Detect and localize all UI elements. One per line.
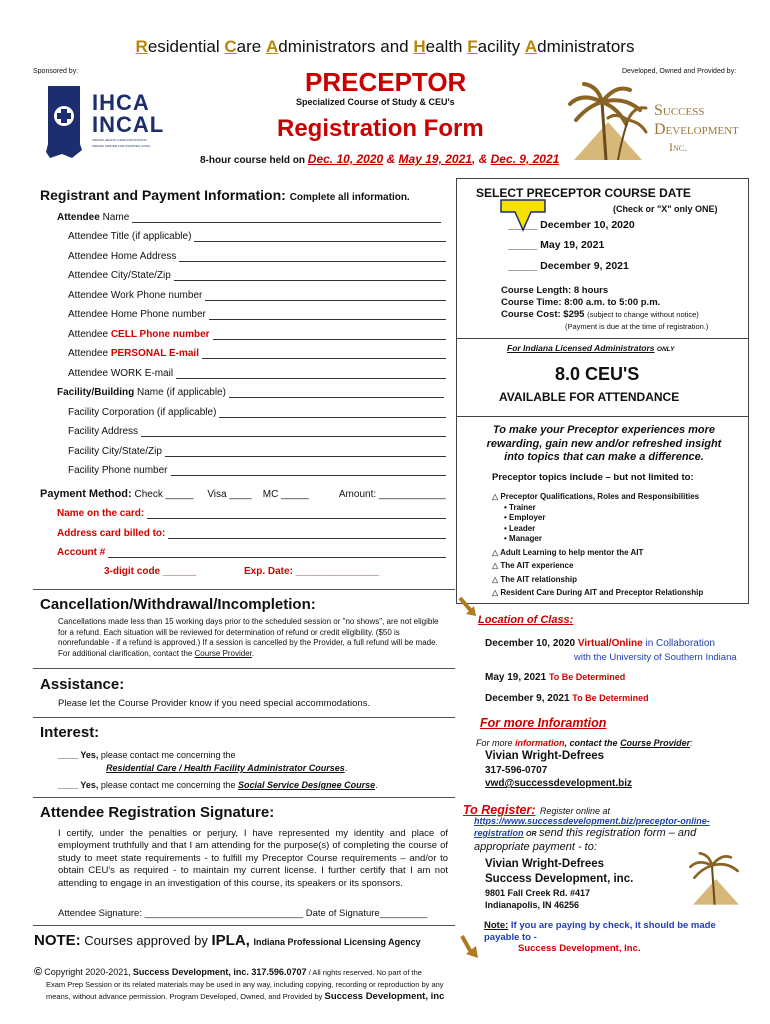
course-time: Course Time: 8:00 a.m. to 5:00 p.m. bbox=[501, 297, 661, 308]
register-url-link[interactable]: https://www.successdevelopment.biz/preceptor-online- registration OR send this registration form – and appropriate payment - to: bbox=[474, 816, 710, 853]
more-info-title: For more Inforamtion bbox=[480, 716, 607, 730]
course-dates-line: 8-hour course held on Dec. 10, 2020 & May 19, 2021, & Dec. 9, 2021 bbox=[200, 152, 560, 166]
address-billed-row[interactable]: Address card billed to: bbox=[57, 528, 446, 539]
field-input-line[interactable] bbox=[219, 408, 446, 418]
date-option-may-19-2021[interactable]: _____ May 19, 2021 bbox=[508, 239, 605, 251]
field-input-line[interactable] bbox=[141, 427, 446, 437]
field-input-line[interactable] bbox=[213, 330, 446, 340]
registration-form-title: Registration Form bbox=[277, 115, 484, 142]
contact-phone[interactable]: 317-596-0707 bbox=[485, 765, 548, 776]
form-field-attendee-home-phone-number[interactable] bbox=[68, 309, 446, 320]
sponsored-by-label: Sponsored by: bbox=[33, 68, 79, 75]
form-field-attendee-cell-phone-number[interactable] bbox=[68, 329, 446, 340]
main-header bbox=[0, 37, 770, 57]
form-field-attendee-title-if-applicable[interactable] bbox=[68, 231, 446, 242]
title-word: dministrators and bbox=[278, 37, 414, 56]
field-input-line[interactable] bbox=[171, 466, 447, 476]
form-field-attendee-city-state-zip[interactable] bbox=[68, 270, 446, 281]
list-item: △ Resident Care During AIT and Preceptor Relationship bbox=[492, 588, 704, 597]
field-label: Attendee Title (if applicable) bbox=[68, 231, 192, 242]
mc-option[interactable]: MC _____ bbox=[262, 489, 309, 500]
title-word: dministrators bbox=[537, 37, 635, 56]
payment-due-note: (Payment is due at the time of registration.) bbox=[565, 322, 709, 331]
list-item: • Manager bbox=[504, 534, 542, 543]
attendee-signature-line[interactable]: Attendee Signature: ______________________________ Date of Signature_________ bbox=[58, 908, 428, 919]
form-field-attendee-work-e-mail[interactable] bbox=[68, 368, 446, 379]
preceptor-title: PRECEPTOR bbox=[305, 67, 467, 97]
name-on-card-row[interactable]: Name on the card: bbox=[57, 508, 446, 519]
payment-method-row: Payment Method: Check _____ Visa ____ MC _____ Amount: ____________ bbox=[40, 488, 446, 500]
field-label: Attendee Work Phone number bbox=[68, 290, 203, 301]
divider bbox=[33, 717, 455, 718]
topics-list bbox=[492, 492, 744, 599]
title-word: acility bbox=[477, 37, 525, 56]
field-input-line[interactable] bbox=[209, 310, 446, 320]
location-dec-10: December 10, 2020 Virtual/Online in Collaboration bbox=[485, 638, 715, 649]
field-label: Facility Address bbox=[68, 426, 139, 437]
ihca-small-text-1: INDIANA HEALTH CARE ASSOCIATION bbox=[92, 138, 147, 142]
ihca-text: IHCA bbox=[92, 90, 150, 115]
indiana-state-icon bbox=[42, 84, 86, 160]
form-field-facility-building-name-if-applicable[interactable] bbox=[57, 387, 444, 398]
course-length: Course Length: 8 hours bbox=[501, 285, 609, 296]
form-field-attendee-name[interactable] bbox=[57, 212, 441, 223]
title-initial: C bbox=[224, 37, 237, 56]
course-cost: Course Cost: $295 (subject to change without notice) bbox=[501, 309, 699, 320]
topics-include-label: Preceptor topics include – but not limited to: bbox=[492, 472, 694, 483]
success-development-logo bbox=[568, 82, 758, 164]
course-date: Dec. 10, 2020 bbox=[307, 152, 384, 166]
cancellation-title: Cancellation/Withdrawal/Incompletion: bbox=[40, 596, 316, 613]
to-register-line: To Register: Register online at bbox=[463, 803, 610, 817]
ihca-incal-logo bbox=[42, 84, 182, 164]
interest-item-1[interactable]: ____ Yes, please contact me concerning the Residential Care / Health Facility Administrator Courses. bbox=[58, 750, 348, 773]
date-option-dec-10-2020[interactable]: _____ December 10, 2020 bbox=[508, 219, 635, 231]
cancellation-text: Cancellations made less than 15 working days prior to the scheduled session or "no shows", are not eligible for a refund. Each situation will be reviewed for determination of refund or credit eligibility. ($50 is nonrefundable - if a refund is approved.) If a session is cancelled by the Provider, a full refund will be made. For additional clarification, contact the Course Provider. bbox=[58, 617, 439, 658]
select-date-title: SELECT PRECEPTOR COURSE DATE bbox=[476, 186, 691, 200]
exp-date-field[interactable]: Exp. Date: _______________ bbox=[244, 566, 380, 577]
field-input-line[interactable] bbox=[229, 388, 444, 398]
list-item: △ The AIT relationship bbox=[492, 574, 577, 584]
field-input-line[interactable] bbox=[179, 252, 446, 262]
account-number-row[interactable]: Account # bbox=[57, 547, 446, 558]
field-label: Attendee Home Phone number bbox=[68, 309, 206, 320]
right-divider-2 bbox=[456, 416, 748, 417]
location-collab-line: with the University of Southern Indiana bbox=[574, 652, 737, 663]
course-date: May 19, 2021 bbox=[398, 152, 472, 166]
divider bbox=[33, 668, 455, 669]
mail-company: Success Development, inc. bbox=[485, 873, 634, 885]
field-label: Facility City/State/Zip bbox=[68, 446, 162, 457]
field-label: Facility/Building Name (if applicable) bbox=[57, 387, 226, 398]
sd-word-3: Inc. bbox=[669, 140, 688, 154]
title-initial: H bbox=[413, 37, 426, 56]
divider bbox=[33, 797, 455, 798]
licensed-admins-label: For Indiana Licensed Administrators ONLY bbox=[507, 343, 675, 353]
form-field-facility-address[interactable] bbox=[68, 426, 446, 437]
contact-name: Vivian Wright-Defrees bbox=[485, 750, 605, 762]
field-label: Attendee Name bbox=[57, 212, 130, 223]
title-initial: A bbox=[524, 37, 538, 56]
more-info-line: For more information, contact the Course Provider: bbox=[476, 738, 693, 748]
field-input-line[interactable] bbox=[202, 349, 446, 359]
field-input-line[interactable] bbox=[176, 369, 446, 379]
interest-item-2[interactable]: ____ Yes, please contact me concerning the Social Service Designee Course. bbox=[58, 780, 378, 790]
assistance-text: Please let the Course Provider know if you need special accommodations. bbox=[58, 698, 371, 709]
copyright-block: © Copyright 2020-2021, Success Development, inc. 317.596.0707 / All rights reserved. No part of the Exam Prep Session or its related materials may be used in any way, including copying, recording or reproduction by any means, without advance permission. Program Developed, Owned, and Provided by Success Development, inc bbox=[34, 966, 445, 1002]
list-item: • Trainer bbox=[504, 502, 536, 512]
separator: & bbox=[383, 152, 399, 166]
form-field-facility-corporation-if-applicable[interactable] bbox=[68, 407, 446, 418]
form-field-facility-city-state-zip[interactable] bbox=[68, 446, 446, 457]
field-input-line[interactable] bbox=[132, 213, 441, 223]
mail-name: Vivian Wright-Defrees bbox=[485, 858, 605, 870]
select-date-note: (Check or "X" only ONE) bbox=[613, 204, 718, 214]
field-input-line[interactable] bbox=[165, 447, 446, 457]
ceu-available: AVAILABLE FOR ATTENDANCE bbox=[499, 390, 680, 404]
brown-arrow-icon bbox=[458, 596, 478, 618]
location-title: Location of Class: bbox=[478, 614, 574, 626]
interest-title: Interest: bbox=[40, 724, 100, 741]
amount-field[interactable]: Amount: ____________ bbox=[338, 489, 446, 500]
mail-address-1: 9801 Fall Creek Rd. #417 bbox=[485, 888, 591, 898]
title-initial: R bbox=[135, 37, 148, 56]
sd-word-2: Development bbox=[654, 121, 739, 138]
signature-title: Attendee Registration Signature: bbox=[40, 804, 275, 821]
assistance-title: Assistance: bbox=[40, 676, 125, 693]
list-item: △ Preceptor Qualifications, Roles and Responsibilities bbox=[492, 492, 700, 501]
field-input-line[interactable] bbox=[205, 291, 446, 301]
developed-by-label: Developed, Owned and Provided by: bbox=[622, 68, 737, 75]
form-field-attendee-personal-e-mail[interactable] bbox=[68, 348, 446, 359]
field-label: Attendee City/State/Zip bbox=[68, 270, 171, 281]
form-field-facility-phone-number[interactable] bbox=[68, 465, 446, 476]
incal-text: INCAL bbox=[92, 112, 165, 137]
contact-email[interactable]: vwd@successdevelopment.biz bbox=[485, 778, 633, 789]
field-label: Attendee PERSONAL E-mail bbox=[68, 348, 199, 359]
brown-arrow-icon bbox=[460, 934, 480, 960]
field-label: Attendee WORK E-mail bbox=[68, 368, 174, 379]
sd-word-1: Success bbox=[654, 102, 705, 119]
visa-option[interactable]: Visa ____ bbox=[207, 489, 252, 500]
title-initial: F bbox=[467, 37, 478, 56]
ihca-small-text-2: INDIANA CENTER FOR ASSISTED LIVING bbox=[92, 144, 151, 148]
title-word: esidential bbox=[147, 37, 225, 56]
field-label: Facility Corporation (if applicable) bbox=[68, 407, 217, 418]
list-item: △ The AIT experience bbox=[492, 561, 574, 570]
list-item: • Employer bbox=[504, 513, 546, 522]
note-line: NOTE: Courses approved by IPLA, Indiana Professional Licensing Agency bbox=[34, 932, 421, 949]
mail-address-2: Indianapolis, IN 46256 bbox=[485, 900, 580, 910]
list-item: △ Adult Learning to help mentor the AIT bbox=[492, 547, 644, 557]
field-label: Facility Phone number bbox=[68, 465, 168, 476]
topics-intro: To make your Preceptor experiences more rewarding, gain new and/or refreshed insight into topics that can make a difference. bbox=[486, 424, 722, 463]
location-may-19: May 19, 2021 To Be Determined bbox=[485, 672, 626, 683]
payment-note: Note: If you are paying by check, it should be made payable to - Success Development, Inc. bbox=[484, 920, 716, 954]
title-initial: A bbox=[265, 37, 279, 56]
form-field-attendee-work-phone-number[interactable] bbox=[68, 290, 446, 301]
title-word: are bbox=[236, 37, 266, 56]
field-input-line[interactable] bbox=[174, 271, 446, 281]
right-divider-1 bbox=[456, 338, 748, 339]
registrant-section-title: Registrant and Payment Information: Complete all information. bbox=[40, 187, 410, 203]
three-digit-code-field[interactable]: 3-digit code ______ bbox=[104, 566, 197, 577]
field-label: Attendee CELL Phone number bbox=[68, 329, 210, 340]
palm-pyramid-icon bbox=[688, 852, 744, 906]
form-field-attendee-home-address[interactable] bbox=[68, 251, 446, 262]
ceu-count: 8.0 CEU'S bbox=[555, 364, 640, 384]
course-subtitle: Specialized Course of Study & CEU's bbox=[296, 97, 455, 107]
signature-text: I certify, under the penalties or perjury, I have represented my identity and place of employment truthfully and that I am attending for the purpose(s) of completing the course of study to meet state requirements - to fulfill my Preceptor Course requirements – and/or to obtain CEU's as required - to maintain my current license. I further certify that I am not attending to engage in an investigation of this course, its speakers or its sponsors. bbox=[58, 828, 448, 889]
course-date: Dec. 9, 2021 bbox=[490, 152, 560, 166]
date-option-dec-9-2021[interactable]: _____ December 9, 2021 bbox=[508, 260, 629, 272]
palm-pyramid-icon bbox=[568, 82, 648, 162]
divider bbox=[33, 589, 455, 590]
divider bbox=[33, 925, 455, 926]
title-word: ealth bbox=[425, 37, 468, 56]
separator: , & bbox=[471, 152, 491, 166]
check-option[interactable]: Check _____ bbox=[134, 489, 194, 500]
field-input-line[interactable] bbox=[194, 232, 446, 242]
field-label: Attendee Home Address bbox=[68, 251, 177, 262]
list-item: • Leader bbox=[504, 523, 536, 533]
location-dec-9: December 9, 2021 To Be Determined bbox=[485, 693, 649, 704]
